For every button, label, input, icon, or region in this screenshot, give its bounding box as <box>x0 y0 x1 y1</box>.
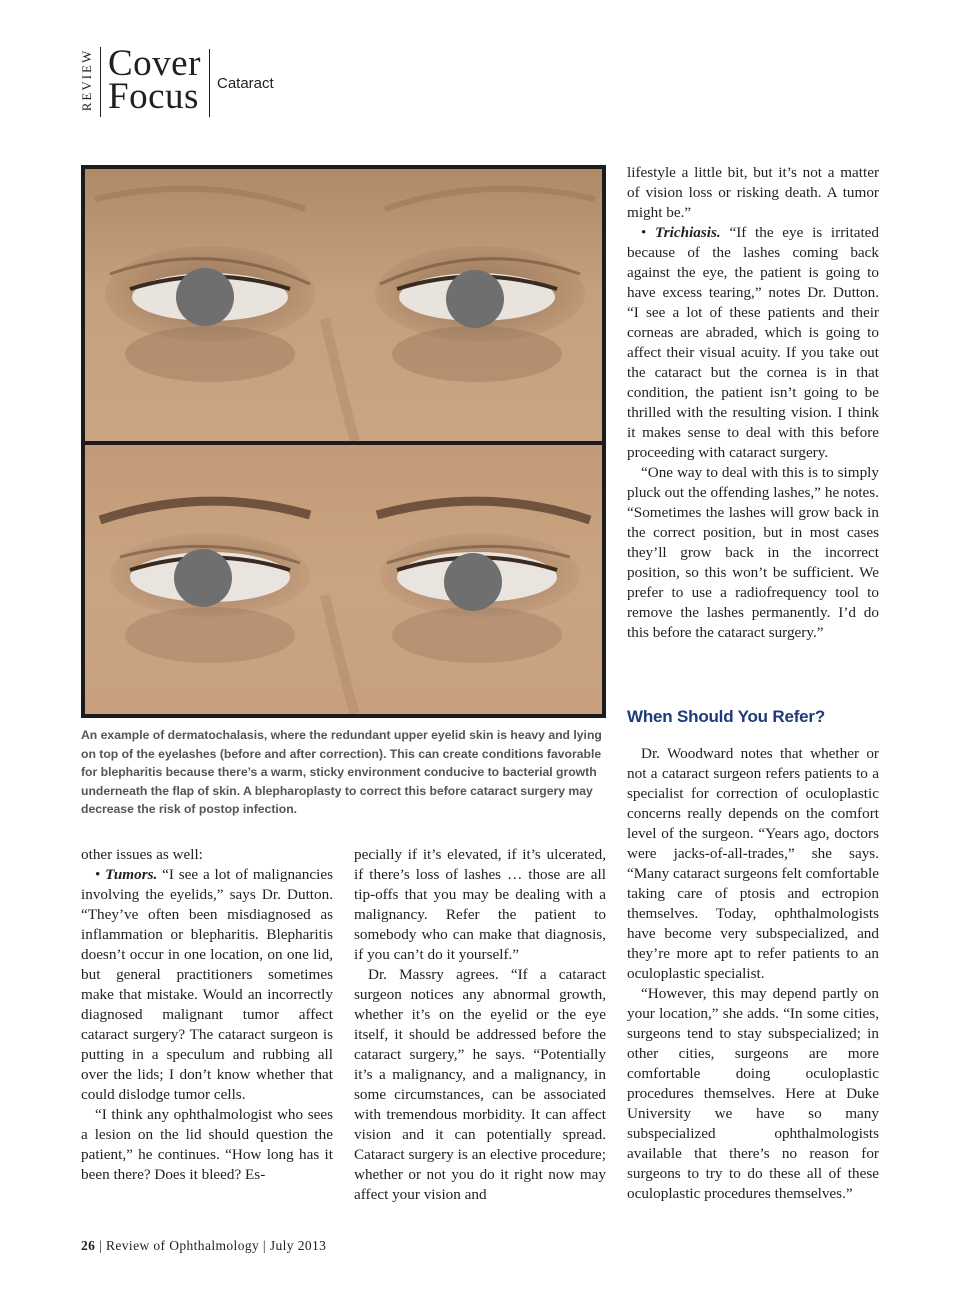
paragraph-text: “If the eye is irritated because of the lashes coming back against the eye, the patient is going to have excess tearing,” notes Dr. Dutton. “I see a lot of these patients and their corneas are abraded, which is going to affect their visual acuity. If you take out the cataract but the cornea is in that condition, the patient isn’t going to be thrilled with the resulting vision. I think it makes sense to deal with this before proceeding with cataract surgery. <box>627 224 880 461</box>
paragraph: Dr. Massry agrees. “If a cataract surgeon notices any abnormal growth, whether it’s on the eyelid or the eye itself, it should be addressed before the cataract surgery,” he says. “Potentially it’s a malignancy, and a malignancy, in some circumstances, can be associated with tremendous morbidity. It can affect vision and it can potentially spread. Cataract surgery is an elective procedure; whether or not you do it right now may affect your vision and <box>354 966 606 1203</box>
section-label: Cataract <box>217 75 274 92</box>
photo-before-correction <box>85 169 602 441</box>
article-column-3-top <box>627 163 879 643</box>
figure-frame <box>81 165 606 718</box>
paragraph-text: “I see a lot of malignancies involving the eyelids,” says Dr. Dutton. “They’ve often been misdiagnosed as inflammation or blepharitis. Blepharitis doesn’t occur in one location, on one lid, but general practitioners sometimes make that mistake. Would an incorrectly diagnosed malignant tumor affect cataract surgery? The cataract surgeon is putting in a speculum and rubbing all over the lids; I don’t know whether that could dislodge tumor cells. <box>81 866 333 1103</box>
paragraph: “I think any ophthalmologist who sees a lesion on the lid should question the patient,” he continues. “How long has it been there? Does it bleed? Es- <box>81 1106 333 1183</box>
article-column-2 <box>354 845 606 1205</box>
page-number: 26 <box>81 1238 96 1253</box>
photo-after-correction <box>85 445 602 714</box>
bullet: • <box>95 866 106 883</box>
review-label: REVIEW <box>79 48 94 112</box>
focus-line: Focus <box>108 76 199 117</box>
paragraph: Dr. Woodward notes that whether or not a cataract surgeon refers patients to a specialist for correction of oculoplastic concerns really depends on the comfort level of the surgeon. “Years ago, doctors were jacks-of-all-trades,” she says. “Many cataract surgeons felt comfortable taking care of ptosis and ectropion themselves. Today, ophthalmologists have become very subspecialized, and they’re more apt to refer patients to an oculoplastic specialist. <box>627 745 879 982</box>
eyes-after-image <box>85 445 602 714</box>
bullet: • <box>641 224 656 241</box>
lead-in-trichiasis: Trichiasis. <box>655 224 721 241</box>
footer-separator: | <box>95 1238 106 1253</box>
paragraph: lifestyle a little bit, but it’s not a matter of vision loss or risking death. A tumor might be.” <box>627 164 879 221</box>
paragraph: “However, this may depend partly on your location,” she adds. “In some cities, surgeons tend to stay subspecialized; in other cities, surgeons are more comfortable doing oculoplastic procedures themselves. Here at Duke University we have so many subspecialized ophthalmologists available that there’s no reason for surgeons to try to do these all of these oculoplastic procedures themselves.” <box>627 985 879 1202</box>
lead-in-tumors: Tumors. <box>105 866 158 883</box>
paragraph: pecially if it’s elevated, if it’s ulcerated, if there’s loss of lashes … those are all tip-offs that you may be dealing with a malignancy. Refer the patient to somebody who can make that diagnosis, if you can’t do it yourself.” <box>354 846 606 963</box>
cover-line: Cover <box>108 43 201 84</box>
issue-date: July 2013 <box>269 1238 327 1253</box>
article-column-1 <box>81 845 333 1185</box>
cover-focus-title <box>108 43 201 117</box>
eyes-before-image <box>85 169 602 441</box>
footer-separator: | <box>259 1238 270 1253</box>
section-heading: When Should You Refer? <box>627 707 826 726</box>
article-column-3-bottom <box>627 744 879 1204</box>
paragraph: “One way to deal with this is to simply pluck out the offending lashes,” he notes. “Sometimes the lashes will grow back in the correct position, but in most cases they’ll grow back in the incorrect position, so this won’t be sufficient. We prefer to use a radiofrequency tool to remove the lashes permanently. I’d do this before the cataract surgery.” <box>627 464 879 641</box>
figure-caption: An example of dermatochalasis, where the redundant upper eyelid skin is heavy and lying on top of the eyelashes (before and after correction). This can create conditions favorable for blepharitis because there’s a warm, sticky environment conducive to bacterial growth underneath the flap of skin. A blepharoplasty to correct this before cataract surgery may decrease the risk of postop infection. <box>81 728 602 816</box>
header-divider <box>100 47 101 117</box>
page-footer <box>81 1238 326 1254</box>
header-divider <box>209 49 210 117</box>
publication-name: Review of Ophthalmology <box>105 1238 260 1253</box>
paragraph: other issues as well: <box>81 846 203 863</box>
review-vertical-tag <box>78 45 96 117</box>
paragraph-trichiasis <box>627 223 879 463</box>
paragraph-tumors <box>81 865 333 1105</box>
